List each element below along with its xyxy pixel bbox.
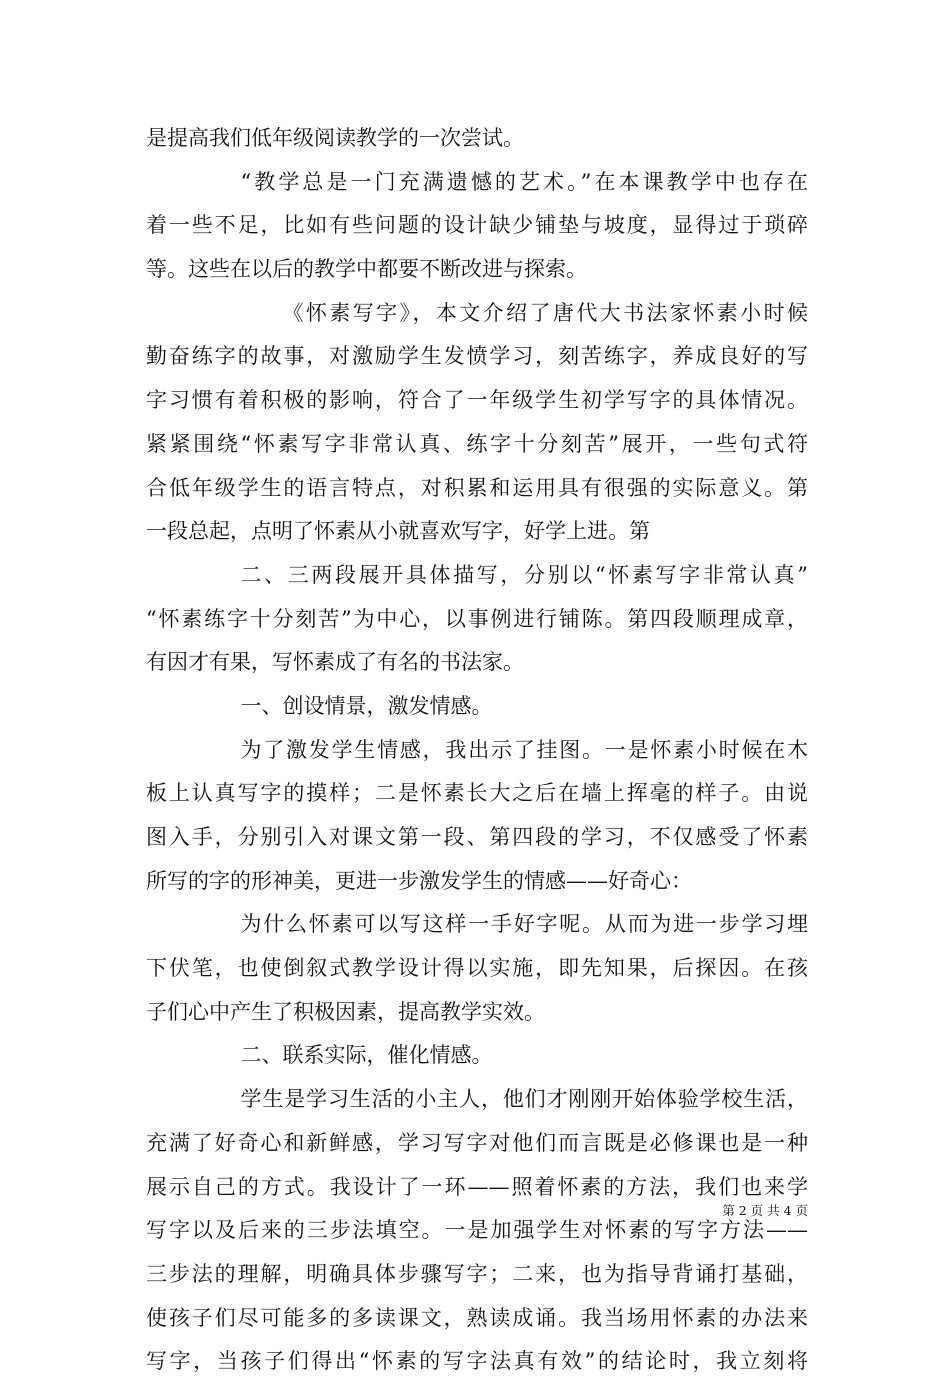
text-line: 使孩子们尽可能多的多读课文，熟读成诵。我当场用怀素的办法来 bbox=[146, 1305, 808, 1330]
text-line: 等。这些在以后的教学中都要不断改进与探索。 bbox=[146, 257, 587, 282]
text-line: “怀素练字十分刻苦”为中心，以事例进行铺陈。第四段顺理成章， bbox=[146, 606, 808, 631]
text-line: 写字，当孩子们得出“怀素的写字法真有效”的结论时，我立刻将 bbox=[146, 1349, 808, 1374]
document-body bbox=[146, 117, 808, 1384]
text-line: 子们心中产生了积极因素，提高教学实效。 bbox=[146, 999, 545, 1024]
text-line: 有因才有果，写怀素成了有名的书法家。 bbox=[146, 650, 524, 675]
text-line: 展示自己的方式。我设计了一环——照着怀素的方法，我们也来学 bbox=[146, 1174, 808, 1199]
text-line: 板上认真写字的摸样；二是怀素长大之后在墙上挥毫的样子。由说 bbox=[146, 781, 808, 806]
text-line: 《怀素写字》，本文介绍了唐代大书法家怀素小时候 bbox=[282, 300, 808, 325]
text-line: 所写的字的形神美，更进一步激发学生的情感——好奇心： bbox=[146, 868, 692, 893]
text-line: 为了激发学生情感，我出示了挂图。一是怀素小时候在木 bbox=[240, 737, 808, 762]
text-line: 紧紧围绕“怀素写字非常认真、练字十分刻苦”展开，一些句式符 bbox=[146, 431, 808, 456]
text-line: 二、联系实际，催化情感。 bbox=[240, 1043, 493, 1068]
text-line: 图入手，分别引入对课文第一段、第四段的学习，不仅感受了怀素 bbox=[146, 825, 808, 849]
text-line: 学生是学习生活的小主人，他们才刚刚开始体验学校生活， bbox=[240, 1087, 808, 1112]
text-line: 充满了好奇心和新鲜感，学习写字对他们而言既是必修课也是一种 bbox=[146, 1130, 808, 1155]
text-line: 写字以及后来的三步法填空。一是加强学生对怀素的写字方法—— bbox=[146, 1218, 808, 1243]
text-line: 一段总起，点明了怀素从小就喜欢写字，好学上进。第 bbox=[146, 519, 650, 544]
text-line: 勤奋练字的故事，对激励学生发愤学习，刻苦练字，养成良好的写 bbox=[146, 344, 808, 369]
text-line: 字习惯有着积极的影响，符合了一年级学生初学写字的具体情况。 bbox=[146, 388, 808, 413]
text-line: 合低年级学生的语言特点，对积累和运用具有很强的实际意义。第 bbox=[146, 475, 808, 500]
text-line: 为什么怀素可以写这样一手好字呢。从而为进一步学习埋 bbox=[240, 912, 808, 937]
text-line: 着一些不足，比如有些问题的设计缺少铺垫与坡度，显得过于琐碎 bbox=[146, 213, 808, 238]
text-line: 三步法的理解，明确具体步骤写字；二来，也为指导背诵打基础， bbox=[146, 1261, 808, 1286]
page-number-footer: 第 2 页 共 4 页 bbox=[722, 1203, 808, 1218]
text-line: 二、三两段展开具体描写，分别以“怀素写字非常认真” bbox=[240, 562, 808, 587]
text-line: 是提高我们低年级阅读教学的一次尝试。 bbox=[146, 126, 524, 150]
text-line: 下伏笔，也使倒叙式教学设计得以实施，即先知果，后探因。在孩 bbox=[146, 956, 808, 981]
text-line: 一、创设情景，激发情感。 bbox=[240, 693, 493, 718]
text-line: “教学总是一门充满遗憾的艺术。”在本课教学中也存在 bbox=[240, 169, 808, 194]
